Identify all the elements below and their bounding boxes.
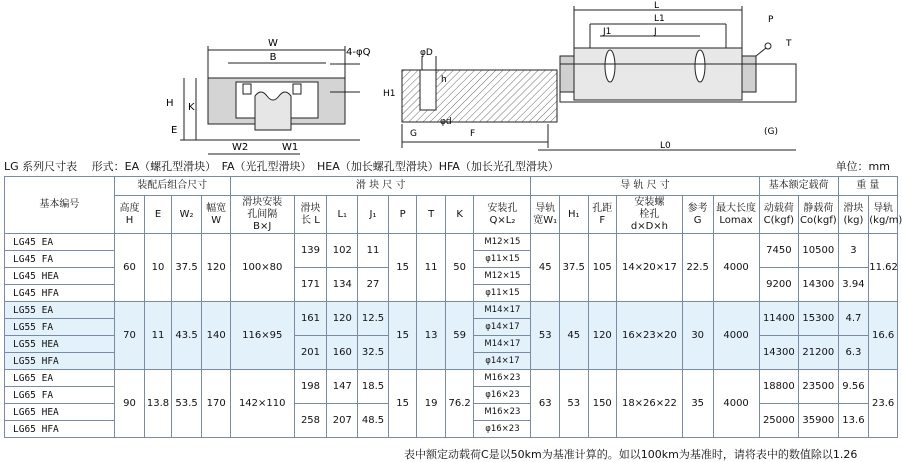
dim-label-W2: W2 <box>232 142 249 153</box>
cell-hole: φ14×17 <box>474 319 531 336</box>
cell-l: 258 <box>294 404 327 438</box>
col-G: 参考 G <box>682 196 713 234</box>
cell-block-weight: 13.6 <box>838 404 869 438</box>
cell-l1: 134 <box>327 268 358 302</box>
cell-j1: 11 <box>358 234 389 268</box>
cell-hole: φ14×17 <box>474 353 531 370</box>
cell-c0: 10500 <box>799 234 838 268</box>
cell-c0: 15300 <box>799 302 838 336</box>
col-group-assembly: 装配后组合尺寸 <box>114 177 230 196</box>
cell-l: 139 <box>294 234 327 268</box>
cell-hole: M14×17 <box>474 336 531 353</box>
model-cell: LG65 HEA <box>5 404 115 421</box>
cell-block-weight: 3 <box>838 234 869 268</box>
cell-h1: 37.5 <box>559 234 588 302</box>
col-W1: 导轨 宽W₁ <box>531 196 560 234</box>
cell-bj: 116×95 <box>230 302 294 370</box>
col-K: K <box>445 196 474 234</box>
cell-l1: 160 <box>327 336 358 370</box>
cell-j1: 27 <box>358 268 389 302</box>
cell-k: 59 <box>445 302 474 370</box>
cell-p: 15 <box>388 234 417 302</box>
cell-k: 50 <box>445 234 474 302</box>
col-BxJ: 滑块安装 孔间隔 B×J <box>230 196 294 234</box>
model-cell: LG45 HEA <box>5 268 115 285</box>
cell-e: 11 <box>145 302 171 370</box>
cell-c0: 14300 <box>799 268 838 302</box>
cell-c0: 35900 <box>799 404 838 438</box>
cell-g: 35 <box>682 370 713 438</box>
cell-l: 198 <box>294 370 327 404</box>
dim-label-W1: W1 <box>282 142 299 153</box>
cell-ddh: 16×23×20 <box>617 302 683 370</box>
cell-j1: 48.5 <box>358 404 389 438</box>
rail-section-drawing <box>402 56 557 148</box>
dim-label-G: G <box>410 129 417 139</box>
dim-label-E: E <box>171 125 178 136</box>
cell-rail-weight: 11.62 <box>869 234 898 302</box>
cell-f: 105 <box>588 234 617 302</box>
cell-hole: φ16×23 <box>474 387 531 404</box>
dim-label-K: K <box>188 102 195 113</box>
cell-e: 10 <box>145 234 171 302</box>
cell-block-weight: 9.56 <box>838 370 869 404</box>
cell-w: 170 <box>202 370 231 438</box>
cell-h: 70 <box>114 302 145 370</box>
col-J1: J₁ <box>358 196 389 234</box>
table-row <box>5 234 898 251</box>
cell-w2: 53.5 <box>171 370 202 438</box>
col-group-rail: 导 轨 尺 寸 <box>531 177 759 196</box>
cell-e: 13.8 <box>145 370 171 438</box>
col-group-load: 基本额定载荷 <box>759 177 838 196</box>
dim-label-d: φd <box>440 117 452 127</box>
dim-label-L: L <box>654 1 660 11</box>
cell-rail-weight: 16.6 <box>869 302 898 370</box>
dim-label-F: F <box>470 129 476 139</box>
model-cell: LG55 EA <box>5 302 115 319</box>
table-row <box>5 370 898 387</box>
col-H1: H₁ <box>559 196 588 234</box>
col-width: 幅宽 W <box>202 196 231 234</box>
cell-lmax: 4000 <box>713 370 759 438</box>
dim-label-P: P <box>768 15 774 25</box>
model-cell: LG55 HEA <box>5 336 115 353</box>
footnote: 表中额定动载荷C是以50km为基准计算的。如以100km为基准时，请将表中的数值除以1.26 <box>404 448 858 461</box>
cell-l1: 147 <box>327 370 358 404</box>
technical-drawings <box>0 0 895 158</box>
model-cell: LG65 FA <box>5 387 115 404</box>
cell-p: 15 <box>388 302 417 370</box>
model-cell: LG65 HFA <box>5 421 115 438</box>
cell-hole: φ11×15 <box>474 251 531 268</box>
cell-hole: M12×15 <box>474 234 531 251</box>
cell-h: 60 <box>114 234 145 302</box>
col-P: P <box>388 196 417 234</box>
cell-w: 140 <box>202 302 231 370</box>
cell-c0: 23500 <box>799 370 838 404</box>
model-cell: LG55 FA <box>5 319 115 336</box>
col-group-weight: 重 量 <box>838 177 897 196</box>
cell-l1: 120 <box>327 302 358 336</box>
cell-j1: 32.5 <box>358 336 389 370</box>
cell-block-weight: 3.94 <box>838 268 869 302</box>
cell-w1: 53 <box>531 302 560 370</box>
cell-hole: M16×23 <box>474 370 531 387</box>
col-L: 滑块 长 L <box>294 196 327 234</box>
col-C: 动载荷 C(kgf) <box>759 196 798 234</box>
cell-l1: 207 <box>327 404 358 438</box>
cell-k: 76.2 <box>445 370 474 438</box>
cell-t: 13 <box>417 302 446 370</box>
cell-l: 161 <box>294 302 327 336</box>
cell-w2: 37.5 <box>171 234 202 302</box>
cell-h: 90 <box>114 370 145 438</box>
cell-c: 18800 <box>759 370 798 404</box>
col-Lmax: 最大长度 Lomax <box>713 196 759 234</box>
table-caption <box>4 159 890 175</box>
cell-h1: 53 <box>559 370 588 438</box>
cell-c: 11400 <box>759 302 798 336</box>
dim-label-L0: L0 <box>660 141 671 151</box>
block-top-drawing <box>538 6 796 150</box>
dim-label-B: B <box>269 52 277 63</box>
form-types: 形式：EA（螺孔型滑块） FA（光孔型滑块） HEA（加长螺孔型滑块）HFA（加长光孔型滑块） <box>91 160 559 173</box>
cell-block-weight: 6.3 <box>838 336 869 370</box>
dim-label-T: T <box>786 39 792 49</box>
cell-f: 120 <box>588 302 617 370</box>
col-block-weight: 滑块 (kg) <box>838 196 869 234</box>
cell-g: 30 <box>682 302 713 370</box>
cell-w2: 43.5 <box>171 302 202 370</box>
cell-w1: 45 <box>531 234 560 302</box>
col-W2: W₂ <box>171 196 202 234</box>
cell-c: 9200 <box>759 268 798 302</box>
dim-label-H1: H1 <box>383 89 396 99</box>
cell-rail-weight: 23.6 <box>869 370 898 438</box>
col-F: 孔距 F <box>588 196 617 234</box>
cell-bj: 100×80 <box>230 234 294 302</box>
cell-h1: 45 <box>559 302 588 370</box>
cell-c: 7450 <box>759 234 798 268</box>
cell-l: 201 <box>294 336 327 370</box>
unit-label: 单位：mm <box>835 160 890 173</box>
dim-label-J: J <box>654 27 657 37</box>
col-height: 高度 H <box>114 196 145 234</box>
dim-label-L1: L1 <box>654 14 665 24</box>
cell-hole: φ16×23 <box>474 421 531 438</box>
dim-label-G-ref: (G) <box>764 127 778 137</box>
col-rail-weight: 导轨 (kg/m) <box>869 196 898 234</box>
cell-c: 25000 <box>759 404 798 438</box>
dim-label-Q: 4-φQ <box>346 47 371 58</box>
cell-hole: M16×23 <box>474 404 531 421</box>
cell-w: 120 <box>202 234 231 302</box>
cell-lmax: 4000 <box>713 302 759 370</box>
cell-c0: 21200 <box>799 336 838 370</box>
series-title: LG 系列尺寸表 <box>4 160 78 173</box>
cell-lmax: 4000 <box>713 234 759 302</box>
cell-l: 171 <box>294 268 327 302</box>
cell-hole: M14×17 <box>474 302 531 319</box>
cell-hole: φ11×15 <box>474 285 531 302</box>
cell-ddh: 18×26×22 <box>617 370 683 438</box>
dimension-table <box>4 176 902 438</box>
col-QxL2: 安装孔 Q×L₂ <box>474 196 531 234</box>
cell-hole: M12×15 <box>474 268 531 285</box>
cell-c: 14300 <box>759 336 798 370</box>
col-dDh: 安装螺 栓孔 d×D×h <box>617 196 683 234</box>
dim-label-W: W <box>268 38 278 49</box>
model-cell: LG55 HFA <box>5 353 115 370</box>
cell-l1: 102 <box>327 234 358 268</box>
cell-block-weight: 4.7 <box>838 302 869 336</box>
dim-label-h: h <box>441 75 447 85</box>
model-cell: LG45 HFA <box>5 285 115 302</box>
cell-bj: 142×110 <box>230 370 294 438</box>
col-C0: 静载荷 Co(kgf) <box>799 196 838 234</box>
cell-g: 22.5 <box>682 234 713 302</box>
cell-j1: 18.5 <box>358 370 389 404</box>
dim-label-D: φD <box>420 48 433 58</box>
table-row <box>5 302 898 319</box>
model-cell: LG65 EA <box>5 370 115 387</box>
col-model: 基本编号 <box>5 177 115 234</box>
cell-p: 15 <box>388 370 417 438</box>
col-L1: L₁ <box>327 196 358 234</box>
cell-j1: 12.5 <box>358 302 389 336</box>
model-cell: LG45 FA <box>5 251 115 268</box>
cell-ddh: 14×20×17 <box>617 234 683 302</box>
dim-label-H: H <box>166 98 174 109</box>
cell-t: 19 <box>417 370 446 438</box>
dim-label-J1: J1 <box>603 27 612 37</box>
col-T: T <box>417 196 446 234</box>
cell-f: 150 <box>588 370 617 438</box>
model-cell: LG45 EA <box>5 234 115 251</box>
cell-t: 11 <box>417 234 446 302</box>
col-group-block: 滑 块 尺 寸 <box>230 177 531 196</box>
col-E: E <box>145 196 171 234</box>
cell-w1: 63 <box>531 370 560 438</box>
